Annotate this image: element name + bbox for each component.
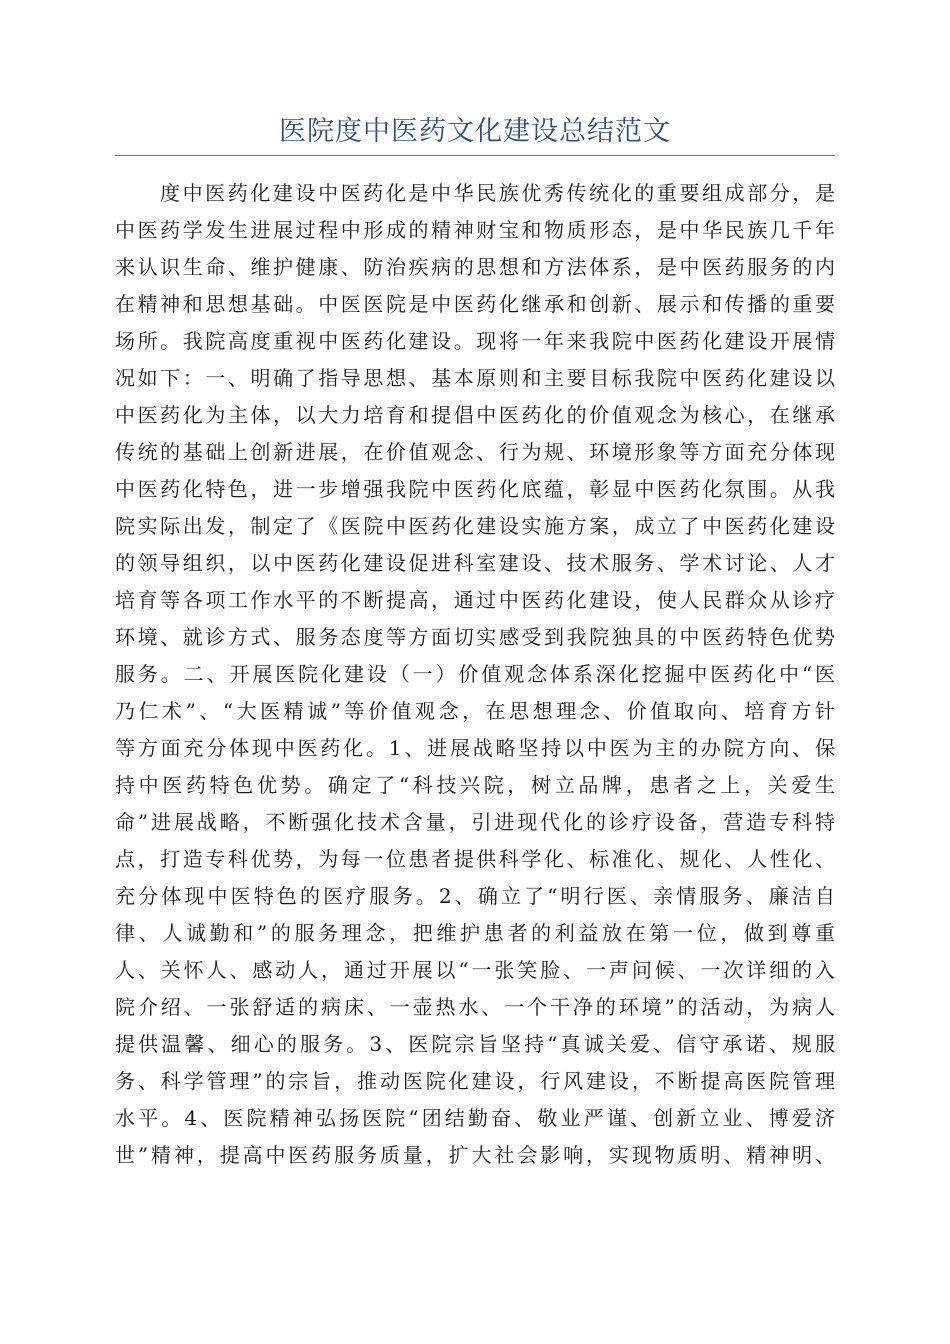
body-line: 中医药化特色，进一步增强我院中医药化底蕴，彰显中医药化氛围。从我 (115, 477, 835, 501)
body-line: 场所。我院高度重视中医药化建设。现将一年来我院中医药化建设开展情 (115, 329, 835, 353)
body-line: 命”进展战略，不断强化技术含量，引进现代化的诊疗设备，营造专科特 (115, 810, 835, 834)
body-line: 持中医药特色优势。确定了“科技兴院，树立品牌，患者之上，关爱生 (115, 773, 835, 797)
body-line: 院实际出发，制定了《医院中医药化建设实施方案，成立了中医药化建设 (115, 514, 835, 538)
body-line: 院介绍、一张舒适的病床、一壶热水、一个干净的环境”的活动，为病人 (115, 995, 835, 1019)
body-line: 人、关怀人、感动人，通过开展以“一张笑脸、一声问候、一次详细的入 (115, 958, 835, 982)
body-line: 水平。4、医院精神弘扬医院“团结勤奋、敬业严谨、创新立业、博爱济 (115, 1106, 835, 1130)
body-line: 点，打造专科优势，为每一位患者提供科学化、标准化、规化、人性化、 (115, 847, 835, 871)
title-underline (115, 155, 835, 156)
document-title: 医院度中医药文化建设总结范文 (279, 116, 671, 147)
body-line: 世”精神，提高中医药服务质量，扩大社会影响，实现物质明、精神明、 (115, 1143, 835, 1167)
body-line: 来认识生命、维护健康、防治疾病的思想和方法体系，是中医药服务的内 (115, 255, 835, 279)
body-line: 乃仁术”、“大医精诚”等价值观念，在思想理念、价值取向、培育方针 (115, 699, 835, 723)
document-body (115, 175, 835, 1174)
body-line: 的领导组织，以中医药化建设促进科室建设、技术服务、学术讨论、人才 (115, 551, 835, 575)
body-line: 在精神和思想基础。中医医院是中医药化继承和创新、展示和传播的重要 (115, 292, 835, 316)
body-line: 环境、就诊方式、服务态度等方面切实感受到我院独具的中医药特色优势 (115, 625, 835, 649)
body-line: 充分体现中医特色的医疗服务。2、确立了“明行医、亲情服务、廉洁自 (115, 884, 835, 908)
body-line: 中医药学发生进展过程中形成的精神财宝和物质形态，是中华民族几千年 (115, 218, 835, 242)
body-line: 培育等各项工作水平的不断提高，通过中医药化建设，使人民群众从诊疗 (115, 588, 835, 612)
body-line: 提供温馨、细心的服务。3、医院宗旨坚持“真诚关爱、信守承诺、规服 (115, 1032, 835, 1056)
body-line: 中医药化为主体，以大力培育和提倡中医药化的价值观念为核心，在继承 (115, 403, 835, 427)
body-line: 律、人诚勤和”的服务理念，把维护患者的利益放在第一位，做到尊重 (115, 921, 835, 945)
body-line: 传统的基础上创新进展，在价值观念、行为规、环境形象等方面充分体现 (115, 440, 835, 464)
body-line: 等方面充分体现中医药化。1、进展战略坚持以中医为主的办院方向、保 (115, 736, 835, 760)
body-line: 况如下：一、明确了指导思想、基本原则和主要目标我院中医药化建设以 (115, 366, 835, 390)
body-line: 服务。二、开展医院化建设（一）价值观念体系深化挖掘中医药化中“医 (115, 662, 835, 686)
body-line: 度中医药化建设中医药化是中华民族优秀传统化的重要组成部分，是 (160, 181, 835, 205)
body-line: 务、科学管理”的宗旨，推动医院化建设，行风建设，不断提高医院管理 (115, 1069, 835, 1093)
